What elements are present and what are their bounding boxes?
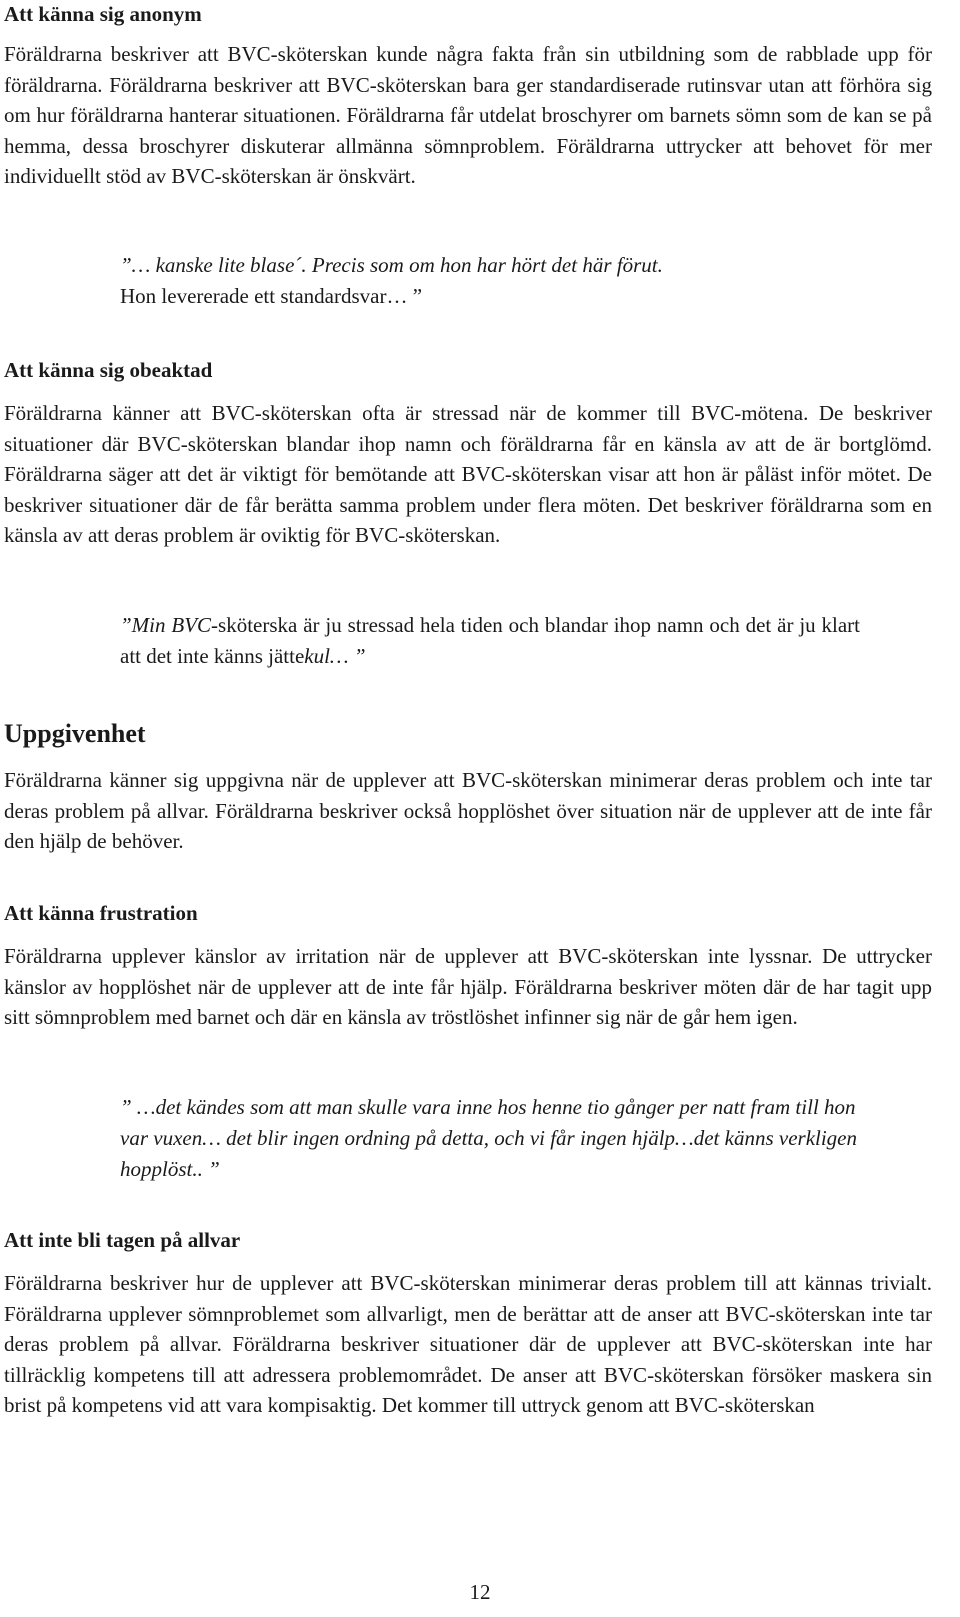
quote-anonym-line2: Hon levererade ett standardsvar… ” bbox=[120, 284, 423, 308]
section-heading-frustration: Att känna frustration bbox=[4, 901, 198, 925]
section-paragraph-obeaktad: Föräldrarna känner att BVC-sköterskan ofta är stressad när de kommer till BVC-mötena. De beskriver situationer där BVC-sköterskan blandar ihop namn och föräldrarna får en känsla av att de är bortglömd. Föräldrarna säger att det är viktigt för bemötande att BVC-sköterskan visar att hon är påläst inför mötet. De beskriver situationer där de får berätta samma problem under flera möten. Det beskriver föräldrarna som en känsla av att deras problem är oviktig för BVC-sköterskan. bbox=[4, 401, 932, 547]
section-paragraph-uppgivenhet: Föräldrarna känner sig uppgivna när de upplever att BVC-sköterskan minimerar deras problem och inte tar deras problem på allvar. Föräldrarna beskriver också hopplöshet över situation när de upplever att de inte får den hjälp de behöver. bbox=[4, 768, 932, 853]
quote-obeaktad bbox=[120, 610, 860, 672]
section-heading-uppgivenhet: Uppgivenhet bbox=[4, 719, 146, 748]
quote-obeaktad-start: ”Min BVC bbox=[120, 613, 212, 637]
section-heading-anonym: Att känna sig anonym bbox=[4, 2, 202, 26]
section-paragraph-allvar: Föräldrarna beskriver hur de upplever att BVC-sköterskan minimerar deras problem till att kännas trivialt. Föräldrarna upplever sömnproblemet som allvarligt, men de berättar att de anser att BVC-sköterskan inte tar deras problem på allvar. Föräldrarna beskriver situationer där de upplever att BVC-sköterskan inte har tillräcklig kompetens till att adressera problemområdet. De anser att BVC-sköterskan försöker maskera sin brist på kompetens vid att vara kompisaktig. Det kommer till uttryck genom att BVC-sköterskan bbox=[4, 1271, 932, 1417]
quote-anonym bbox=[120, 250, 860, 312]
quote-frustration: ” …det kändes som att man skulle vara inne hos henne tio gånger per natt fram till hon var vuxen… det blir ingen ordning på detta, och vi får ingen hjälp…det känns verkligen hopplöst.. ” bbox=[120, 1095, 857, 1181]
section-paragraph-frustration: Föräldrarna upplever känslor av irritation när de upplever att BVC-sköterskan inte lyssnar. De uttrycker känslor av hopplöshet när de upplever att de inte får hjälp. Föräldrarna beskriver möten där de har tagit upp sitt sömnproblem med barnet och där en känsla av tröstlöshet infinner sig när de går hem igen. bbox=[4, 944, 932, 1029]
section-heading-obeaktad: Att känna sig obeaktad bbox=[4, 358, 213, 382]
section-paragraph-anonym: Föräldrarna beskriver att BVC-sköterskan kunde några fakta från sin utbildning som de rabblade upp för föräldrarna. Föräldrarna beskriver att BVC-sköterskan bara ger standardiserade rutinsvar utan att förhöra sig om hur föräldrarna hanterar situationen. Föräldrarna får utdelat broschyrer om barnets sömn som de kan se på hemma, dessa broschyrer diskuterar allmänna sömnproblem. Föräldrarna uttrycker att behovet för mer individuellt stöd av BVC-sköterskan är önskvärt. bbox=[4, 42, 932, 188]
section-heading-allvar: Att inte bli tagen på allvar bbox=[4, 1228, 241, 1252]
page-number: 12 bbox=[469, 1580, 491, 1604]
quote-anonym-line1: ”… kanske lite blase´. Precis som om hon har hört det här förut. bbox=[120, 253, 663, 277]
quote-obeaktad-body: -sköterska är ju stressad hela tiden och blandar ihop namn och det är ju klart att det inte känns jätte bbox=[120, 613, 861, 668]
quote-obeaktad-end: kul… ” bbox=[304, 644, 366, 668]
